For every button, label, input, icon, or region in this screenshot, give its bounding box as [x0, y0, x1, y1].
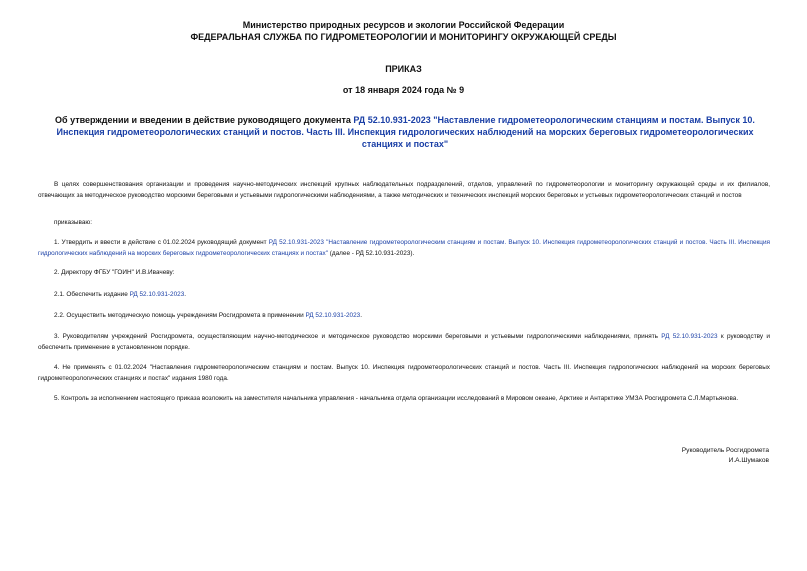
- paragraph-2-2: 2.2. Осуществить методическую помощь учреждениям Росгидромета в применении РД 52.10.931-2023.: [54, 312, 362, 319]
- service-name: ФЕДЕРАЛЬНАЯ СЛУЖБА ПО ГИДРОМЕТЕОРОЛОГИИ И МОНИТОРИНГУ ОКРУЖАЮЩЕЙ СРЕДЫ: [190, 32, 617, 42]
- rd-link[interactable]: РД 52.10.931-2023 "Наставление гидрометеорологическим станциям и постам. Выпуск 10. Инспекция гидрометеорологических станций и постов. Часть III. Инспекция гидрологических наблюдений на морских береговых гидрометеорологических станциях и постах": [38, 239, 770, 257]
- document-header: [0, 19, 807, 43]
- paragraph-2: 2. Директору ФГБУ "ГОИН" И.В.Ивачеву:: [54, 269, 175, 276]
- order-title: ПРИКАЗ: [385, 64, 422, 74]
- paragraph-3: 3. Руководителям учреждений Росгидромета, осуществляющим научно-методическое и методическое руководство морскими береговыми и устьевыми гидрологическими наблюдениями, принять РД 52.10.931-2023 к руководству и обеспечить применение в установленном порядке.: [38, 333, 770, 351]
- document-title-link[interactable]: РД 52.10.931-2023 "Наставление гидрометеорологическим станциям и постам. Выпуск 10. Инспекция гидрометеорологических станций и постов. Часть III. Инспекция гидрологических наблюдений на морских береговых гидрометеорологических станциях и постах": [56, 115, 755, 149]
- document-title: [50, 114, 760, 150]
- paragraph-5: 5. Контроль за исполнением настоящего приказа возложить на заместителя начальника управления - начальника отдела организации исследований в Мировом океане, Арктике и Антарктике УМЗА Росгидромета С.Л.Мартьянова.: [54, 395, 739, 402]
- signature-position: Руководитель Росгидромета: [681, 447, 769, 454]
- order-date: от 18 января 2024 года № 9: [342, 85, 465, 95]
- ministry-name: Министерство природных ресурсов и экологии Российской Федерации: [242, 20, 565, 30]
- order-word: приказываю:: [54, 219, 92, 226]
- signature-block: [682, 446, 769, 466]
- document-title-prefix: Об утверждении и введении в действие руководящего документа: [55, 115, 354, 125]
- intro-paragraph: В целях совершенствования организации и проведения научно-методических инспекций крупных наблюдательных подразделений, отделов, управлений по гидрометеорологии и мониторингу окружающей среды и их филиалов, отвечающих за методическое руководство морскими береговыми и устьевыми гидрологическими наблюдениями, а также методических и технических инспекций морских береговых и устьевых гидрометеорологических станций и постов: [38, 181, 770, 199]
- rd-link[interactable]: РД 52.10.931-2023: [305, 312, 361, 319]
- paragraph-2-1: 2.1. Обеспечить издание РД 52.10.931-2023.: [54, 291, 187, 298]
- rd-link[interactable]: РД 52.10.931-2023: [661, 333, 718, 340]
- signature-name: И.А.Шумаков: [728, 457, 769, 464]
- paragraph-4: 4. Не применять с 01.02.2024 "Наставления гидрометеорологическим станциям и постам. Выпуск 10. Инспекция гидрометеорологических станций и постов. Часть III. Инспекция гидрологических наблюдений на морских береговых гидрометеорологических станциях и постах" издания 1980 года.: [38, 364, 770, 382]
- paragraph-1: 1. Утвердить и ввести в действие с 01.02.2024 руководящий документ РД 52.10.931-2023 "Наставление гидрометеорологическим станциям и постам. Выпуск 10. Инспекция гидрометеорологических станций и постов. Часть III. Инспекция гидрологических наблюдений на морских береговых гидрометеорологических станциях и постах" (далее - РД 52.10.931-2023).: [38, 239, 770, 257]
- rd-link[interactable]: РД 52.10.931-2023: [129, 291, 185, 298]
